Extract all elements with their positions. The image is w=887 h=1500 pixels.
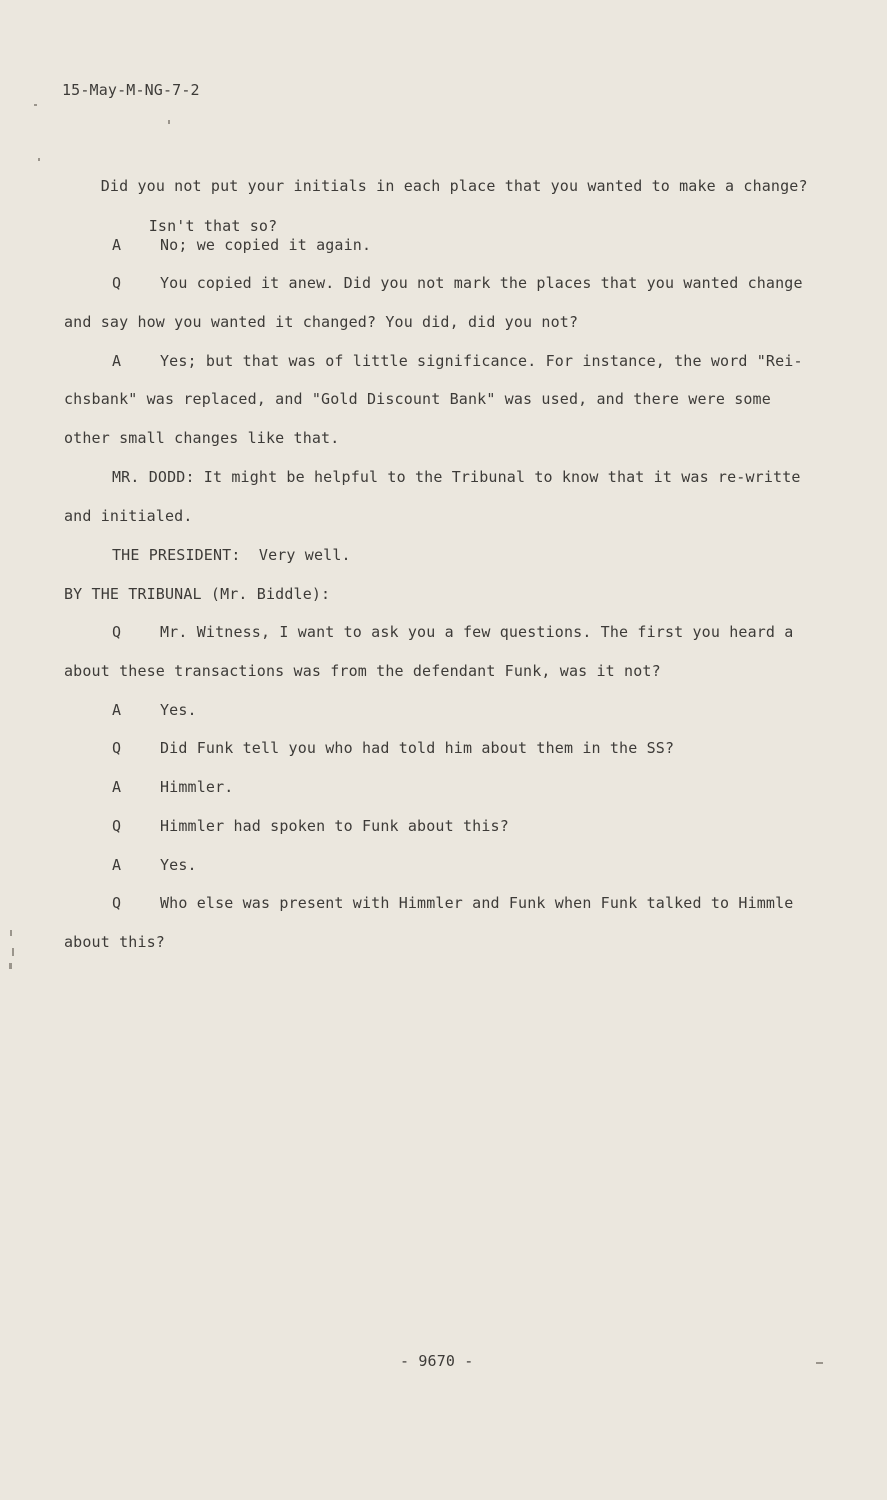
question-prefix: Q: [112, 894, 122, 912]
question-prefix: Q: [112, 817, 122, 835]
line-text: Isn't that so?: [148, 217, 278, 235]
answer-prefix: A: [112, 778, 122, 796]
document-id: 15-May-M-NG-7-2: [62, 81, 200, 99]
answer-prefix: A: [112, 856, 122, 874]
section-heading: BY THE TRIBUNAL (Mr. Biddle):: [64, 585, 331, 603]
transcript-line: chsbank" was replaced, and "Gold Discount Bank" was used, and there were some: [64, 390, 771, 408]
question-text: Mr. Witness, I want to ask you a few questions. The first you heard a: [160, 623, 794, 641]
question-prefix: Q: [112, 274, 122, 292]
answer-text: Yes.: [160, 856, 197, 874]
answer-text: Yes.: [160, 701, 197, 719]
question-text: You copied it anew. Did you not mark the places that you wanted change: [160, 274, 803, 292]
transcript-line: and initialed.: [64, 507, 193, 525]
answer-prefix: A: [112, 352, 122, 370]
speaker-line: MR. DODD: It might be helpful to the Tribunal to know that it was re-writte: [112, 468, 801, 486]
question-text: Did Funk tell you who had told him about them in the SS?: [160, 739, 675, 757]
paper-mark: [38, 158, 40, 161]
speaker-line: THE PRESIDENT: Very well.: [112, 546, 351, 564]
answer-text: Himmler.: [160, 778, 234, 796]
paper-mark: [34, 104, 37, 106]
paper-mark: [168, 120, 170, 124]
paper-mark: [816, 1362, 823, 1364]
answer-text: Yes; but that was of little significance. For instance, the word "Rei-: [160, 352, 803, 370]
answer-text: No; we copied it again.: [160, 236, 372, 254]
line-text: Did you not put your initials in each place that you wanted to make a change?: [100, 177, 808, 195]
question-text: Who else was present with Himmler and Funk when Funk talked to Himmle: [160, 894, 794, 912]
transcript-line: other small changes like that.: [64, 429, 340, 447]
page-number: - 9670 -: [400, 1352, 474, 1370]
question-text: Himmler had spoken to Funk about this?: [160, 817, 509, 835]
question-prefix: Q: [112, 623, 122, 641]
paper-mark: [9, 963, 12, 969]
answer-prefix: A: [112, 701, 122, 719]
transcript-line: about this?: [64, 933, 165, 951]
answer-prefix: A: [112, 236, 122, 254]
paper-mark: [10, 930, 12, 936]
transcript-line: about these transactions was from the defendant Funk, was it not?: [64, 662, 661, 680]
paper-mark: [12, 948, 14, 956]
question-prefix: Q: [112, 739, 122, 757]
transcript-line: and say how you wanted it changed? You did, did you not?: [64, 313, 579, 331]
